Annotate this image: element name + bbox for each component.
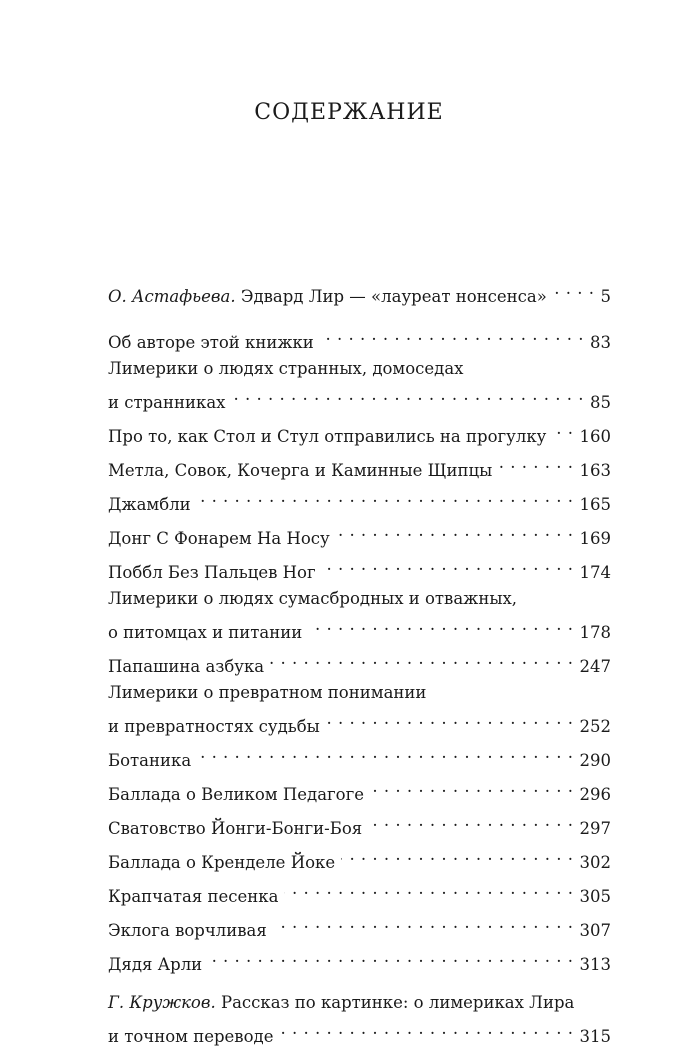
toc-entry: [108, 552, 611, 586]
toc-line: [108, 586, 611, 612]
toc-page-number: 174: [579, 563, 611, 582]
toc-entry-title: Лимерики о людях сумасбродных и отважных,: [108, 589, 518, 608]
toc-entry-title-continued: о питомцах и питании: [108, 623, 303, 642]
toc-entry-title: Про то, как Стол и Стул отправились на прогулку: [108, 427, 547, 446]
toc-page-number: 290: [579, 751, 611, 770]
toc-entry-title: Баллада о Великом Педагоге: [108, 785, 365, 804]
toc-line: [108, 808, 611, 842]
toc-line: [108, 612, 611, 646]
toc-page-number: 83: [590, 333, 611, 352]
dot-leader: [270, 646, 573, 672]
toc-line: [108, 990, 611, 1016]
toc-entry: [108, 910, 611, 944]
toc-page-number: 169: [579, 529, 611, 548]
dot-leader: [279, 1016, 573, 1042]
dot-leader: [498, 450, 573, 476]
dot-leader: [322, 552, 574, 578]
toc-entry: [108, 842, 611, 876]
dot-leader: [368, 808, 573, 834]
toc-entry-title: Донг С Фонарем На Носу: [108, 529, 330, 548]
toc-entry-text: [108, 990, 574, 1016]
toc-author: О. Астафьева.: [108, 287, 236, 306]
dot-leader: [231, 382, 584, 408]
toc-entry-title: Эклога ворчливая: [108, 921, 267, 940]
dot-leader: [197, 740, 573, 766]
dot-leader: [553, 276, 595, 302]
dot-leader: [308, 612, 573, 638]
dot-leader: [273, 910, 574, 936]
dot-leader: [197, 484, 574, 510]
toc-entry: [108, 876, 611, 910]
toc-entry-title: Дядя Арли: [108, 955, 203, 974]
toc-entry-title: Поббл Без Пальцев Ног: [108, 563, 316, 582]
dot-leader: [370, 774, 573, 800]
toc-entries-list: [108, 322, 611, 978]
toc-entry-title-continued: и точном переводе: [108, 1027, 274, 1046]
toc-entry: [108, 808, 611, 842]
toc-line: [108, 680, 611, 706]
toc-entry-title: Сватовство Йонги-Бонги-Боя: [108, 819, 363, 838]
toc-entry-title-continued: и превратностях судьбы: [108, 717, 320, 736]
toc-page-number: 252: [579, 717, 611, 736]
toc-entry-title: Папашина азбука: [108, 657, 265, 676]
toc-entry: [108, 518, 611, 552]
dot-leader: [552, 416, 573, 442]
dot-leader: [284, 876, 573, 902]
toc-entry: [108, 680, 611, 740]
toc-page-number: 247: [579, 657, 611, 676]
toc-entry-title: Об авторе этой книжки: [108, 333, 314, 352]
toc-line: [108, 706, 611, 740]
toc-line: [108, 910, 611, 944]
toc-entry-title: Джамбли: [108, 495, 191, 514]
toc-line: [108, 842, 611, 876]
toc-entry: [108, 774, 611, 808]
toc-entry-title-continued: и странниках: [108, 393, 226, 412]
toc-entry-title: Баллада о Кренделе Йоке: [108, 853, 336, 872]
toc-page-number: 163: [579, 461, 611, 480]
dot-leader: [341, 842, 573, 868]
dot-leader: [326, 706, 574, 732]
toc-line: [108, 382, 611, 416]
toc-line: [108, 774, 611, 808]
toc-page-number: 5: [600, 287, 611, 306]
toc-line: [108, 944, 611, 978]
toc-line: [108, 552, 611, 586]
toc-line: [108, 356, 611, 382]
toc-entry-intro: [108, 276, 611, 310]
toc-entry: [108, 484, 611, 518]
toc-entry-title: Лимерики о людях странных, домоседах: [108, 359, 464, 378]
toc-entry-title: Метла, Совок, Кочерга и Каминные Щипцы: [108, 461, 493, 480]
toc-entry-text: [108, 284, 547, 310]
toc-author: Г. Кружков.: [108, 993, 216, 1012]
toc-line: [108, 322, 611, 356]
toc-page-number: 305: [579, 887, 611, 906]
toc-entry: [108, 646, 611, 680]
toc-entry-title: Рассказ по картинке: о лимериках Лира: [215, 993, 575, 1012]
toc-entry-title: Крапчатая песенка: [108, 887, 279, 906]
toc-page-number: 302: [579, 853, 611, 872]
toc-page-number: 313: [579, 955, 611, 974]
toc-entry-title: Ботаника: [108, 751, 192, 770]
toc-line: [108, 646, 611, 680]
table-of-contents: [108, 276, 611, 1050]
toc-line: [108, 1016, 611, 1050]
toc-page-number: 297: [579, 819, 611, 838]
toc-page-number: 165: [579, 495, 611, 514]
toc-page-number: 160: [579, 427, 611, 446]
toc-entry: [108, 416, 611, 450]
toc-page-number: 178: [579, 623, 611, 642]
toc-entry-title: Эдвард Лир — «лауреат нонсенса»: [235, 287, 547, 306]
toc-entry-afterword: [108, 990, 611, 1050]
toc-page-number: 315: [579, 1027, 611, 1046]
toc-line: [108, 450, 611, 484]
toc-entry: [108, 586, 611, 646]
toc-line: [108, 484, 611, 518]
toc-line: [108, 876, 611, 910]
toc-entry: [108, 450, 611, 484]
toc-entry: [108, 740, 611, 774]
dot-leader: [208, 944, 573, 970]
dot-leader: [320, 322, 584, 348]
toc-page-number: 85: [590, 393, 611, 412]
toc-page-number: 296: [579, 785, 611, 804]
toc-entry: [108, 322, 611, 356]
toc-entry: [108, 356, 611, 416]
toc-line: [108, 416, 611, 450]
dot-leader: [336, 518, 574, 544]
toc-line: [108, 740, 611, 774]
toc-line: [108, 518, 611, 552]
toc-entry-title: Лимерики о превратном понимании: [108, 683, 427, 702]
toc-page-number: 307: [579, 921, 611, 940]
toc-line: [108, 276, 611, 310]
page-title: СОДЕРЖАНИЕ: [254, 100, 444, 125]
toc-entry: [108, 944, 611, 978]
